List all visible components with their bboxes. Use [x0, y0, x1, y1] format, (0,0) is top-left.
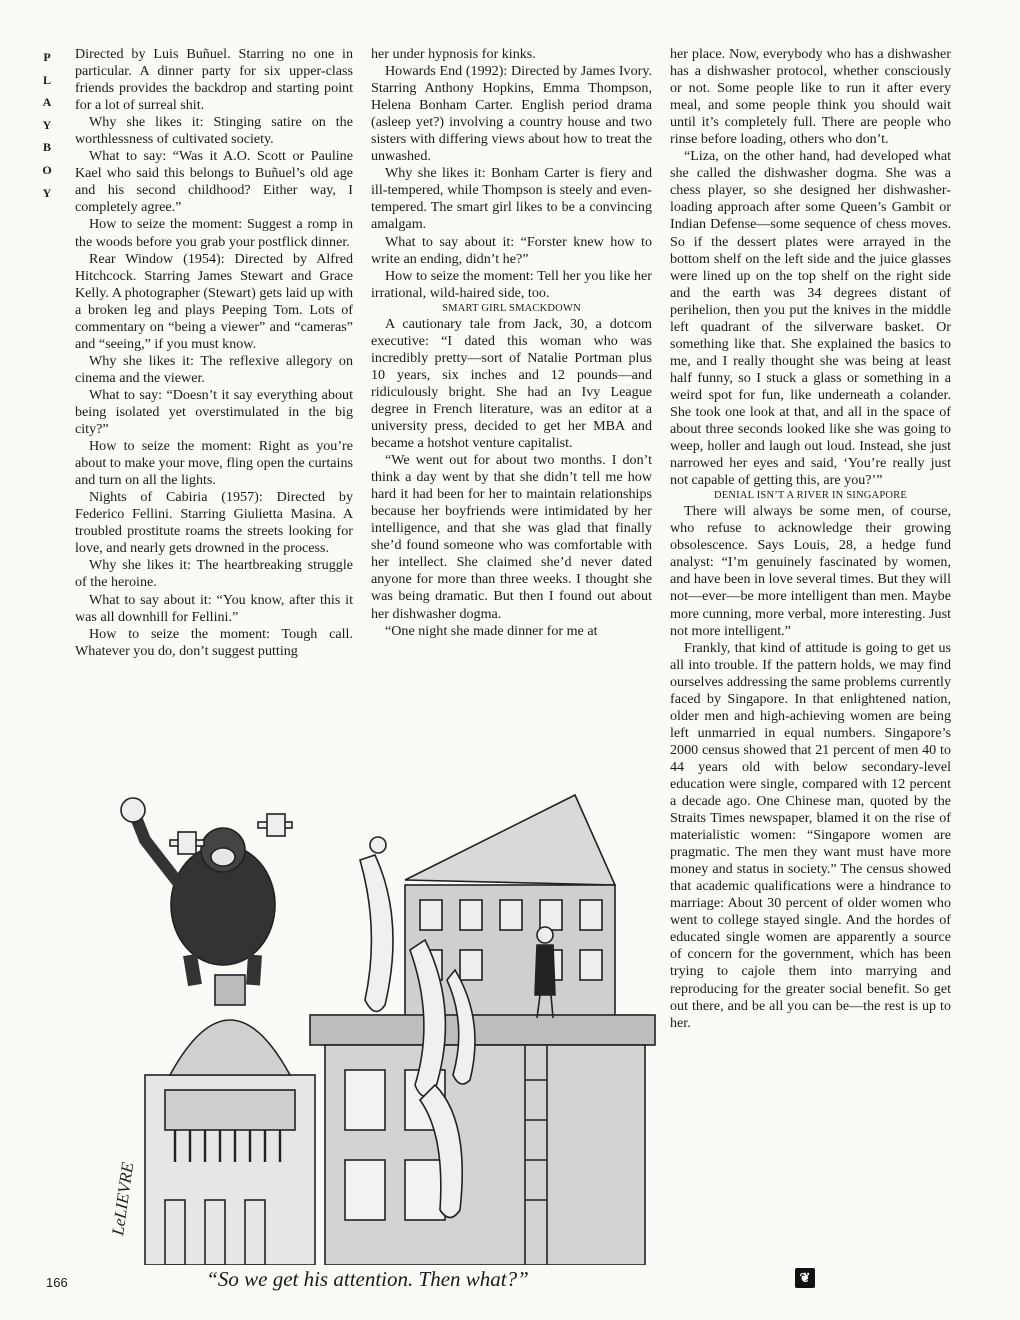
film-entry-nights-of-cabiria: Nights of Cabiria (1957): Directed by Federico Fellini. Starring Giulietta Masina. A troubled prostitute roams the streets looking for love, and nearly gets drowned in the process.: [75, 489, 353, 557]
paragraph: A cautionary tale from Jack, 30, a dotcom executive: “I dated this woman who was incredibly pretty—sort of Natalie Portman plus 10 years, six inches and 12 pounds—and ridiculously bright. She had an Ivy League degree in French literature, was an editor at a university press, decided to get her MBA and became a hotshot venture capitalist.: [371, 315, 652, 452]
paragraph: What to say: “Doesn’t it say everything about being isolated yet overstimulated in the big city?”: [75, 386, 353, 438]
paragraph: Why she likes it: The heartbreaking struggle of the heroine.: [75, 557, 353, 591]
paragraph: Frankly, that kind of attitude is going to get us all into trouble. If the pattern holds, we may find ourselves addressing the same problems currently faced by Singapore. In that enlightened nation, older men and high-achieving women are being left unmarried in equal numbers. Singapore’s 2000 census showed that 21 percent of men 40 to 44 years old with below secondary-level education were single, compared with 12 percent a decade ago. One Chinese man, quoted by the Straits Times newspaper, blamed it on the rise of materialistic women: “Singapore women are pragmatic. The men they want must have more money and status in society.” The census showed that academic qualifications were a hindrance to marriage: About 30 percent of older women who went to college stayed single. And the hordes of educated single women are apparently a source of concern for the government, which has been trying to cajole them into marrying and reproducing for the greater social benefit. So get out there, and be all you can be—the rest is up to her.: [670, 639, 951, 1031]
magazine-name-vertical: [38, 46, 56, 204]
paragraph: Why she likes it: Bonham Carter is fiery and ill-tempered, while Thompson is steely and even-tempered. The smart girl likes to be a convincing amalgam.: [371, 165, 652, 233]
paragraph: Why she likes it: The reflexive allegory on cinema and the viewer.: [75, 352, 353, 386]
magazine-letter: A: [42, 95, 52, 110]
cartoonist-signature: LeLIEVRE: [108, 1161, 138, 1237]
magazine-letter: B: [42, 140, 51, 155]
cartoon-drawing: [75, 790, 660, 1265]
paragraph: How to seize the moment: Right as you’re about to make your move, fling open the curtains and turn on all the lights.: [75, 438, 353, 489]
film-entry-howards-end: Howards End (1992): Directed by James Ivory. Starring Anthony Hopkins, Emma Thompson, Helena Bonham Carter. English period drama (asleep yet?) involving a country house and two sisters with differing views about how to treat the unwashed.: [371, 63, 652, 165]
paragraph: her place. Now, everybody who has a dishwasher has a dishwasher protocol, whether consciously or not. Some people like to run it after every meal, and some people think you should wait until it’s completely full. There are people who rinse before loading, others who don’t.: [670, 46, 951, 148]
page-number: 166: [46, 1275, 68, 1290]
biplane: [170, 832, 204, 854]
paragraph: Why she likes it: Stinging satire on the worthlessness of cultivated society.: [75, 114, 353, 148]
cartoon-illustration: [75, 790, 660, 1265]
magazine-letter: Y: [42, 185, 52, 200]
magazine-letter: Y: [42, 117, 52, 132]
section-subhead: SMART GIRL SMACKDOWN: [442, 302, 581, 314]
paragraph: What to say about it: “Forster knew how to write an ending, didn’t he?”: [371, 233, 652, 267]
biplane: [258, 814, 292, 836]
paragraph: “We went out for about two months. I don’t think a day went by that she didn’t tell me how hard it had been for her to maintain relationships because her boyfriends were intimidated by her intelligence, and that she was glad that finally she’d found someone who was comfortable with her intellect. She claimed she’d never dated anyone for more than three weeks. I thought she was being dramatic. But then I found out about her dishwasher dogma.: [371, 452, 652, 622]
magazine-letter: P: [43, 50, 51, 64]
paragraph: How to seize the moment: Tell her you like her irrational, wild-haired side, too.: [371, 267, 652, 301]
paragraph: Directed by Luis Buñuel. Starring no one in particular. A dinner party for six upper-class friends provides the backdrop and starting point for a lot of surreal shit.: [75, 46, 353, 114]
playboy-bunny-logo-icon: ❦: [795, 1268, 815, 1288]
paragraph: How to seize the moment: Suggest a romp in the woods before you grab your postflick dinner.: [75, 216, 353, 250]
paragraph: How to seize the moment: Tough call. Whatever you do, don’t suggest putting: [75, 625, 353, 659]
paragraph: “Liza, on the other hand, had developed what she called the dishwasher dogma. She was a chess player, so she designed her dishwasher-loading approach after some Queen’s Gambit or Indian Defense—some sequence of chess moves. So if the dessert plates were arrayed in the bottom shelf on the left side and the juice glasses were lined up on the top shelf on the right side and the earth was 34 degrees distant of perihelion, then you put the knives in the middle left quadrant of the silverware basket. Or something like that. She explained the basics to me, and I really thought she was being at least half funny, so I stuck a glass or something in a weird spot for fun, like underneath a colander. She took one look at that, and all in the space of about three seconds looked like she was going to weep, holler and laugh out loud. Instead, she just narrowed her eyes and said, ‘You’re really just not capable of getting this, are you?’”: [670, 148, 951, 489]
paragraph: her under hypnosis for kinks.: [371, 46, 536, 62]
paragraph: “One night she made dinner for me at: [385, 622, 598, 639]
magazine-letter: L: [42, 72, 51, 87]
article-column-2: [371, 46, 652, 640]
gorilla-figure: [121, 798, 275, 985]
article-column-1: [75, 46, 353, 660]
section-subhead: DENIAL ISN’T A RIVER IN SINGAPORE: [714, 490, 907, 502]
paragraph: There will always be some men, of course, who refuse to acknowledge their growing obsolescence. Says Louis, 28, a hedge fund analyst: “I’m genuinely fascinated by women, and have been in love several times. But they will not—ever—be more intelligent than men. Maybe more cunning, more verbal, more interesting. Just not more intelligent.”: [670, 503, 952, 639]
magazine-letter: O: [42, 162, 52, 177]
article-column-3: [670, 46, 951, 1032]
cartoon-caption: “So we get his attention. Then what?”: [206, 1267, 529, 1291]
film-entry-rear-window: Rear Window (1954): Directed by Alfred Hitchcock. Starring James Stewart and Grace Kelly. A photographer (Stewart) gets laid up with a broken leg and plays Peeping Tom. Lots of commentary on “being a viewer” and “cameras” and “seeing,” if you must know.: [75, 250, 353, 352]
paragraph: What to say: “Was it A.O. Scott or Pauline Kael who said this belongs to Buñuel’s old age and his second childhood? Either way, I completely agree.”: [75, 148, 353, 216]
building-roof: [405, 795, 615, 885]
paragraph: What to say about it: “You know, after this it was all downhill for Fellini.”: [75, 591, 353, 625]
rooftop-ledge: [310, 1015, 655, 1045]
